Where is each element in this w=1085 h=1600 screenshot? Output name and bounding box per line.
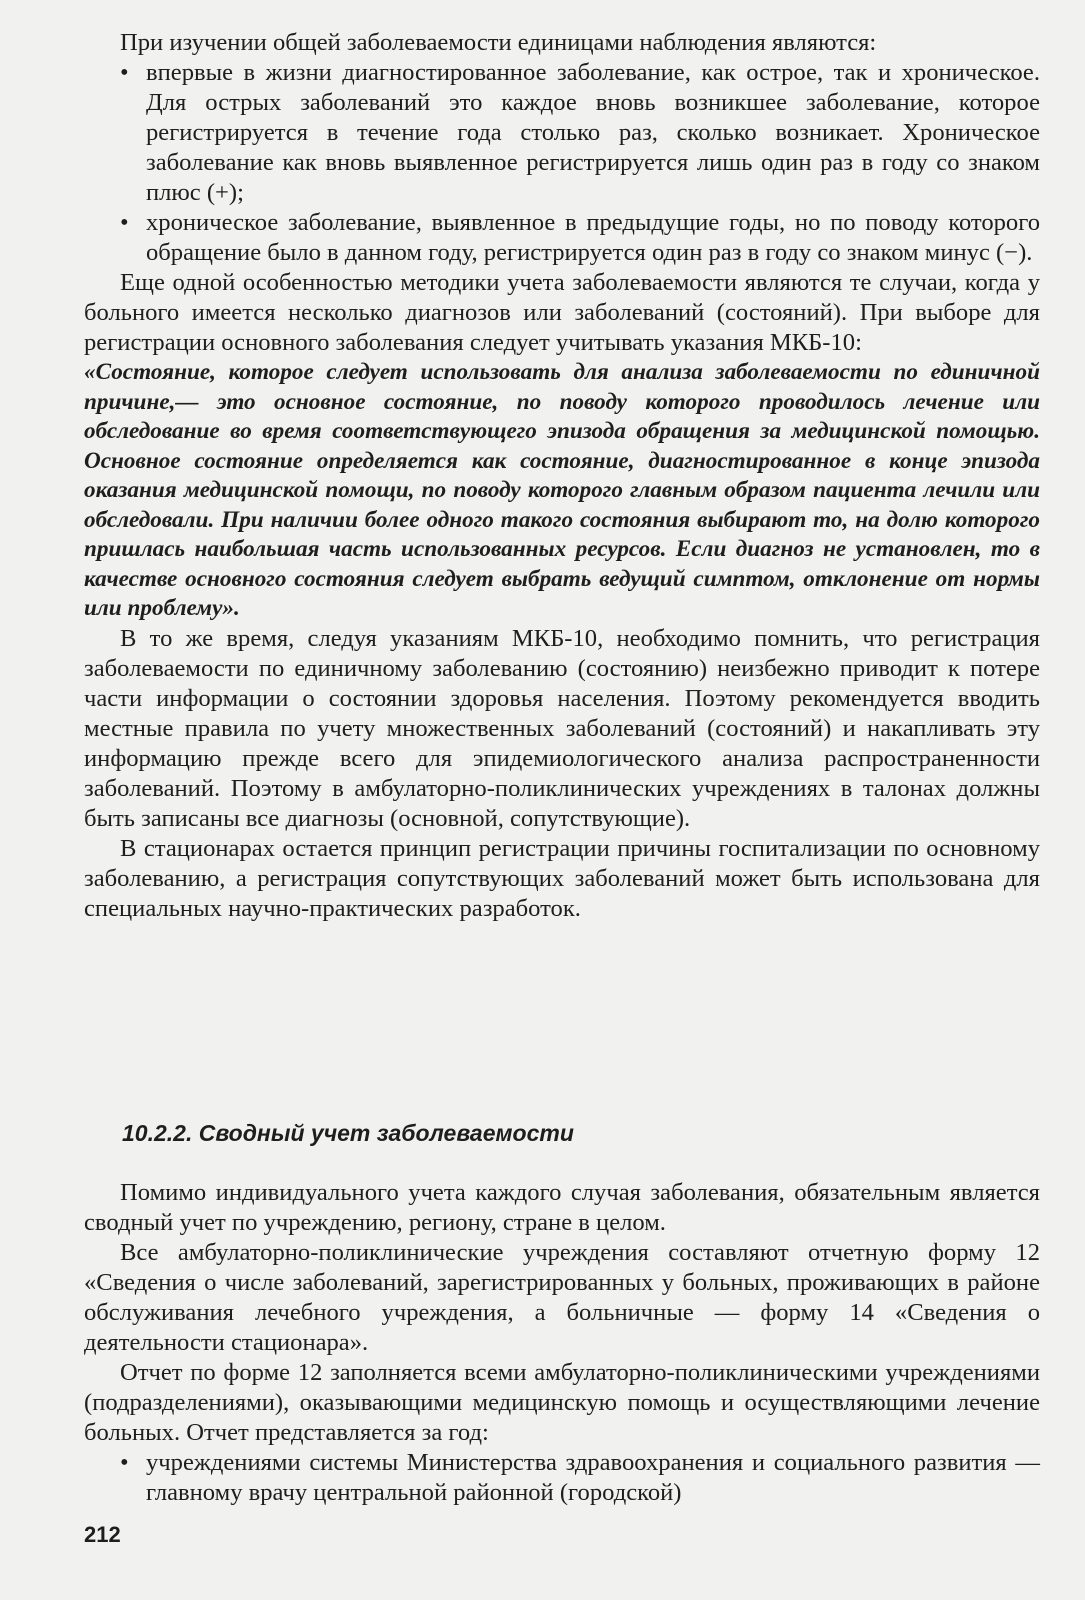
section-content — [84, 1178, 1040, 1508]
list-item: • впервые в жизни диагностированное заболевание, как острое, так и хроническое. Для острых заболеваний это каждое вновь возникшее заболевание, которое регистрируется в течение года столько раз, сколько возникает. Хроническое заболевание как вновь выявленное регистрируется лишь один раз в году со знаком плюс (+); — [84, 58, 1040, 208]
paragraph: В стационарах остается принцип регистрации причины госпитализации по основному заболеванию, а регистрация сопутствующих заболеваний может быть использована для специальных научно-практических разработок. — [84, 834, 1040, 922]
list-item: • хроническое заболевание, выявленное в предыдущие годы, но по поводу которого обращение было в данном году, регистрируется один раз в году со знаком минус (−). — [84, 208, 1040, 268]
paragraph: Помимо индивидуального учета каждого случая заболевания, обязательным является сводный учет по учреждению, региону, стране в целом. — [84, 1179, 1040, 1236]
paragraph: В то же время, следуя указаниям МКБ-10, необходимо помнить, что регистрация заболеваемости по единичному заболеванию (состоянию) неизбежно приводит к потере части информации о состоянии здоровья населения. Поэтому рекомендуется вводить местные правила по учету множественных заболеваний (состояний) и накапливать эту информацию прежде всего для эпидемиологического анализа распространенности заболеваний. Поэтому в амбулаторно-поликлинических учреждениях в талонах должны быть записаны все диагнозы (основной, сопутствующие). — [84, 624, 1040, 832]
report-recipients-list — [84, 1448, 1040, 1508]
paragraph: Все амбулаторно-поликлинические учреждения составляют отчетную форму 12 «Сведения о числе заболеваний, зарегистрированных у больных, проживающих в районе обслуживания лечебного учреждения, а больничные — форму 14 «Сведения о деятельности стационара». — [84, 1239, 1040, 1356]
icd10-quote: «Состояние, которое следует использовать для анализа заболеваемости по единичной причине,— это основное состояние, по поводу которого проводилось лечение или обследование во время соответствующего эпизода обращения за медицинской помощью. Основное состояние определяется как состояние, диагностированное в конце эпизода оказания медицинской помощи, по поводу которого главным образом пациента лечили или обследовали. При наличии более одного такого состояния выбирают то, на долю которого пришлась наибольшая часть использованных ресурсов. Если диагноз не установлен, то в качестве основного состояния следует выбрать ведущий симптом, отклонение от нормы или проблему». — [84, 359, 1040, 621]
observation-units-list — [84, 58, 1040, 268]
intro-paragraph: При изучении общей заболеваемости единицами наблюдения являются: — [120, 29, 877, 56]
page-number: 212 — [84, 1522, 121, 1547]
section-heading: 10.2.2. Сводный учет заболеваемости — [122, 1120, 574, 1146]
paragraph: Отчет по форме 12 заполняется всеми амбулаторно-поликлиническими учреждениями (подразделениями), оказывающими медицинскую помощь и осуществляющими лечение больных. Отчет представляется за год: — [84, 1359, 1040, 1446]
page-content — [84, 28, 1040, 924]
list-item: • учреждениями системы Министерства здравоохранения и социального развития — главному врачу центральной районной (городской) — [84, 1448, 1040, 1508]
paragraph: Еще одной особенностью методики учета заболеваемости являются те случаи, когда у больного имеется несколько диагнозов или заболеваний (состояний). При выборе для регистрации основного заболевания следует учитывать указания МКБ-10: — [84, 269, 1040, 356]
